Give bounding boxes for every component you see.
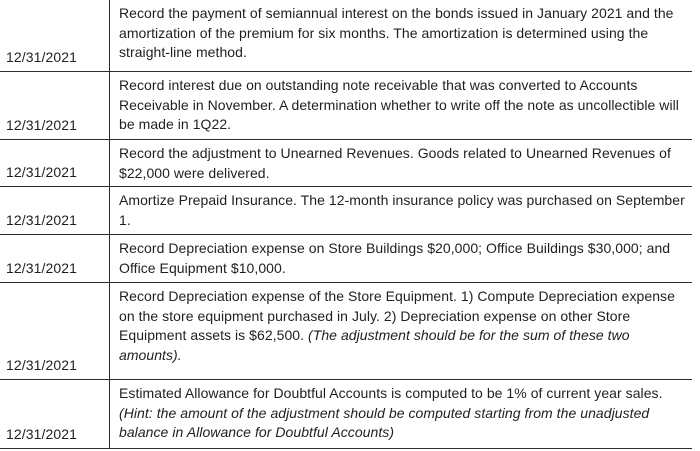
description-text: Record Depreciation expense on Store Buildings $20,000; Office Buildings $30,000; and Office Equipment $10,000. [119, 240, 671, 276]
description-cell [110, 283, 692, 379]
table-row [0, 140, 692, 187]
date-cell: 12/31/2021 [0, 72, 110, 139]
description-text: Record Depreciation expense of the Store Equipment. 1) Compute Depreciation expense on the store equipment purchased in July. 2) Depreciation expense on other Store Equipment assets is $62,500. [119, 288, 675, 343]
description-cell [110, 0, 692, 71]
table-row [0, 187, 692, 235]
date-cell: 12/31/2021 [0, 140, 110, 186]
table-row [0, 380, 692, 449]
table-row [0, 235, 692, 283]
description-cell [110, 380, 692, 448]
table-row [0, 72, 692, 140]
description-text: Record the payment of semiannual interest on the bonds issued in January 2021 and the amortization of the premium for six months. The amortization is determined using the straight-line method. [119, 5, 674, 60]
description-text: Amortize Prepaid Insurance. The 12-month insurance policy was purchased on September 1. [119, 192, 685, 228]
description-cell [110, 72, 692, 139]
date-cell: 12/31/2021 [0, 187, 110, 234]
table-row [0, 283, 692, 380]
description-cell [110, 140, 692, 186]
description-text: Record the adjustment to Unearned Revenues. Goods related to Unearned Revenues of $22,000 were delivered. [119, 145, 671, 181]
date-cell: 12/31/2021 [0, 235, 110, 282]
date-cell: 12/31/2021 [0, 0, 110, 71]
date-cell: 12/31/2021 [0, 283, 110, 379]
description-text: Record interest due on outstanding note receivable that was converted to Accounts Receivable in November. A determination whether to write off the note as uncollectible will be made in 1Q22. [119, 77, 679, 132]
table-row [0, 0, 692, 72]
description-note: (The adjustment should be for the sum of these two amounts). [119, 327, 630, 363]
description-cell [110, 235, 692, 282]
description-note: (Hint: the amount of the adjustment should be computed starting from the unadjusted balance in Allowance for Doubtful Accounts) [119, 404, 650, 440]
date-cell: 12/31/2021 [0, 380, 110, 448]
description-text: Estimated Allowance for Doubtful Accounts is computed to be 1% of current year sales. [119, 385, 663, 401]
description-cell [110, 187, 692, 234]
